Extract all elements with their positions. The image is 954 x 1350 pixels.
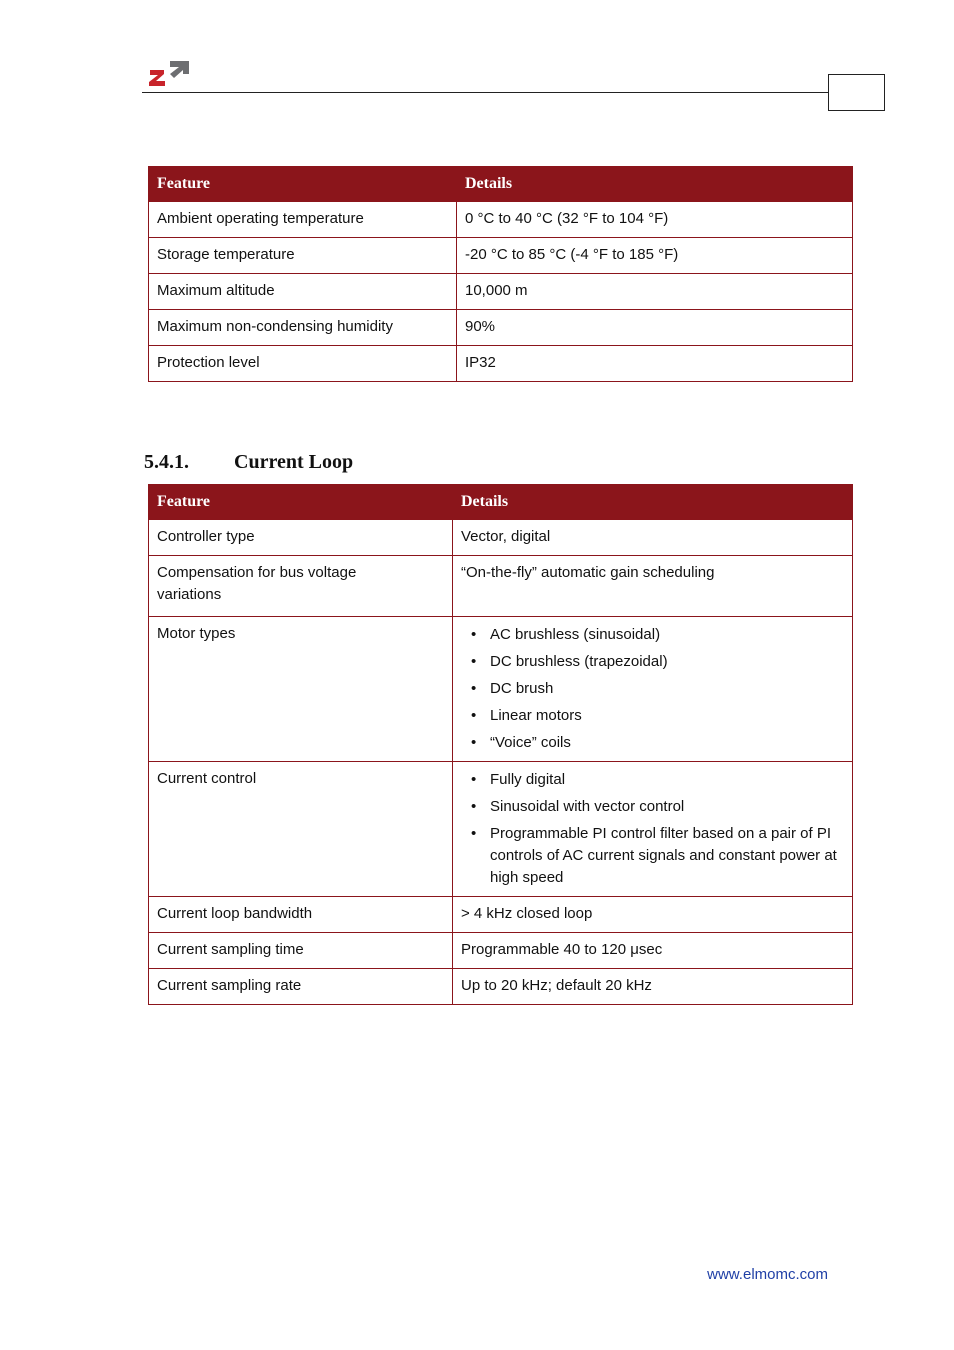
table-row (149, 202, 853, 238)
details-cell: Up to 20 kHz; default 20 kHz (453, 969, 853, 1005)
list-item-text: Sinusoidal with vector control (490, 798, 685, 815)
details-cell: -20 °C to 85 °C (-4 °F to 185 °F) (457, 238, 853, 274)
list-item-text: Programmable PI control filter based on a pair of PI controls of AC current signals and constant power at high speed (490, 825, 837, 886)
section-heading (144, 451, 353, 474)
details-cell: Programmable 40 to 120 μsec (453, 933, 853, 969)
list-item (471, 796, 844, 818)
table-row (149, 933, 853, 969)
list-item-text: “Voice” coils (490, 734, 571, 751)
table-row (149, 310, 853, 346)
list-item-text: DC brushless (trapezoidal) (490, 653, 668, 670)
bullet-icon: • (471, 798, 477, 815)
header-rule (142, 92, 828, 93)
feature-cell: Maximum non-condensing humidity (149, 310, 457, 346)
table-header-row (149, 485, 853, 520)
motor-types-list (461, 624, 844, 754)
table-row (149, 556, 853, 617)
current-loop-spec-table (148, 484, 853, 1005)
bullet-icon: • (471, 626, 477, 643)
list-item (471, 732, 844, 754)
current-control-list (461, 769, 844, 889)
details-cell: 10,000 m (457, 274, 853, 310)
list-item (471, 678, 844, 700)
column-header-details: Details (453, 485, 853, 520)
column-header-details: Details (457, 167, 853, 202)
list-item-text: DC brush (490, 680, 554, 697)
bullet-icon: • (471, 734, 477, 751)
feature-cell: Current loop bandwidth (149, 897, 453, 933)
details-cell: 90% (457, 310, 853, 346)
details-cell: 0 °C to 40 °C (32 °F to 104 °F) (457, 202, 853, 238)
list-item-text: Fully digital (490, 771, 566, 788)
details-cell: > 4 kHz closed loop (453, 897, 853, 933)
list-item (471, 651, 844, 673)
details-cell: “On-the-fly” automatic gain scheduling (453, 556, 853, 617)
list-item (471, 624, 844, 646)
list-item-text: AC brushless (sinusoidal) (490, 626, 661, 643)
column-header-feature: Feature (149, 167, 457, 202)
table-header-row (149, 167, 853, 202)
feature-cell: Current sampling time (149, 933, 453, 969)
feature-cell: Storage temperature (149, 238, 457, 274)
bullet-icon: • (471, 680, 477, 697)
feature-cell: Compensation for bus voltage variations (149, 556, 453, 617)
details-cell (453, 617, 853, 762)
bullet-icon: • (471, 653, 477, 670)
table-row (149, 969, 853, 1005)
feature-cell: Protection level (149, 346, 457, 382)
table-row (149, 762, 853, 897)
page-number-box (828, 74, 885, 111)
table-row (149, 274, 853, 310)
table-row (149, 238, 853, 274)
feature-cell: Motor types (149, 617, 453, 762)
list-item-text: Linear motors (490, 707, 582, 724)
details-cell (453, 762, 853, 897)
feature-cell: Ambient operating temperature (149, 202, 457, 238)
bullet-icon: • (471, 707, 477, 724)
feature-cell: Maximum altitude (149, 274, 457, 310)
section-title: Current Loop (234, 451, 354, 473)
environmental-spec-table (148, 166, 853, 382)
table-row (149, 617, 853, 762)
list-item (471, 823, 844, 889)
section-number: 5.4.1. (144, 451, 189, 473)
table-row (149, 346, 853, 382)
feature-cell: Current sampling rate (149, 969, 453, 1005)
feature-cell: Current control (149, 762, 453, 897)
details-cell: IP32 (457, 346, 853, 382)
list-item (471, 705, 844, 727)
elmo-logo-icon (148, 58, 192, 90)
column-header-feature: Feature (149, 485, 453, 520)
website-link[interactable]: www.elmomc.com (707, 1266, 828, 1283)
feature-cell: Controller type (149, 520, 453, 556)
table-row (149, 520, 853, 556)
details-cell: Vector, digital (453, 520, 853, 556)
bullet-icon: • (471, 771, 477, 788)
list-item (471, 769, 844, 791)
bullet-icon: • (471, 825, 477, 842)
table-row (149, 897, 853, 933)
